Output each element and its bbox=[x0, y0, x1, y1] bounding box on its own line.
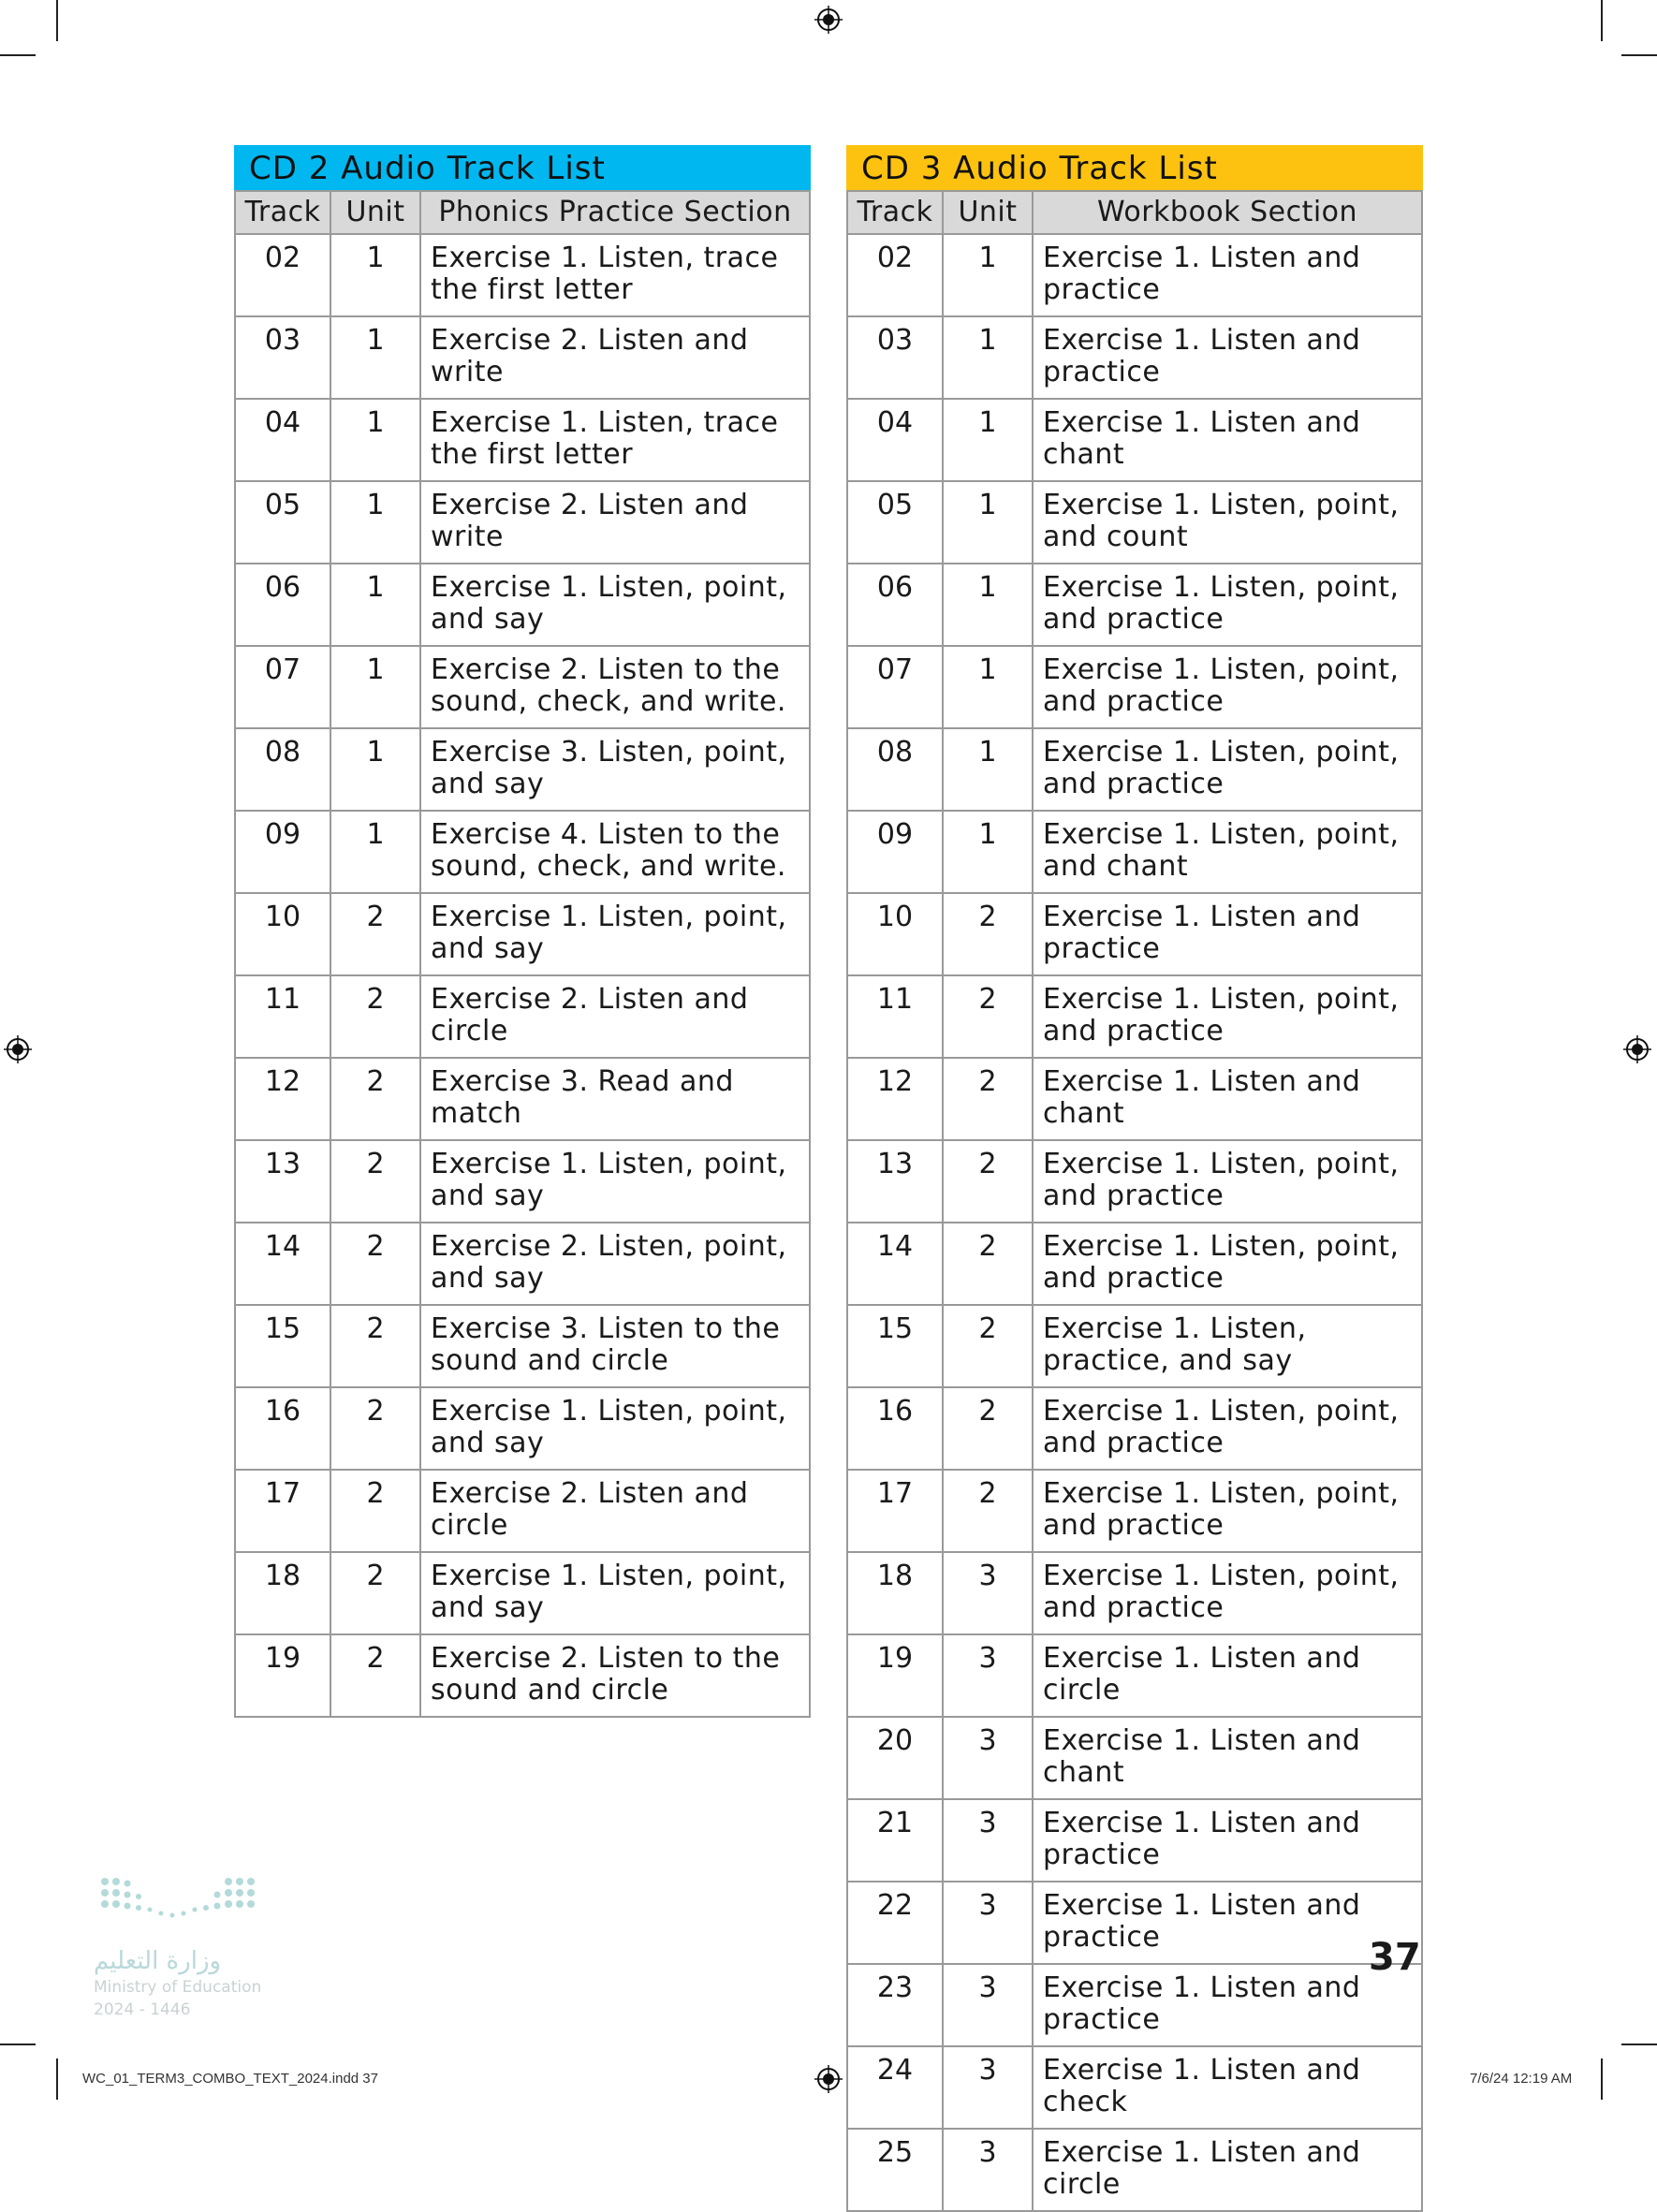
crop-mark bbox=[1601, 0, 1603, 41]
table-row bbox=[235, 1305, 810, 1387]
section-cell: Exercise 1. Listen and chant bbox=[1033, 399, 1422, 481]
table-row bbox=[847, 2129, 1422, 2211]
header-unit: Unit bbox=[943, 191, 1033, 234]
crop-mark bbox=[0, 2044, 36, 2045]
section-cell: Exercise 1. Listen, point, and say bbox=[420, 893, 810, 975]
table-row bbox=[847, 975, 1422, 1058]
section-cell: Exercise 1. Listen, point, and practice bbox=[1033, 1223, 1422, 1305]
unit-cell: 1 bbox=[330, 564, 420, 646]
slug-datetime: 7/6/24 12:19 AM bbox=[1470, 2071, 1573, 2087]
header-section: Phonics Practice Section bbox=[420, 191, 810, 234]
track-cell: 15 bbox=[847, 1305, 943, 1387]
unit-cell: 2 bbox=[330, 975, 420, 1058]
unit-cell: 1 bbox=[943, 728, 1033, 811]
track-cell: 19 bbox=[847, 1634, 943, 1717]
table-row bbox=[235, 1058, 810, 1140]
unit-cell: 3 bbox=[943, 2046, 1033, 2129]
section-cell: Exercise 1. Listen, point, and practice bbox=[1033, 646, 1422, 728]
section-cell: Exercise 1. Listen, trace the first letter bbox=[420, 399, 810, 481]
table-row bbox=[235, 1140, 810, 1223]
section-cell: Exercise 2. Listen and circle bbox=[420, 1470, 810, 1552]
table-row bbox=[847, 1305, 1422, 1387]
unit-cell: 1 bbox=[330, 316, 420, 399]
unit-cell: 1 bbox=[330, 399, 420, 481]
unit-cell: 1 bbox=[330, 811, 420, 893]
unit-cell: 2 bbox=[943, 1305, 1033, 1387]
unit-cell: 1 bbox=[943, 481, 1033, 564]
table-row bbox=[235, 811, 810, 893]
track-cell: 06 bbox=[847, 564, 943, 646]
unit-cell: 1 bbox=[330, 234, 420, 316]
track-cell: 25 bbox=[847, 2129, 943, 2211]
section-cell: Exercise 1. Listen, point, and practice bbox=[1033, 564, 1422, 646]
cd3-track-list bbox=[846, 145, 1423, 2212]
section-cell: Exercise 1. Listen and circle bbox=[1033, 2129, 1422, 2211]
table-row bbox=[235, 564, 810, 646]
track-cell: 11 bbox=[235, 975, 330, 1058]
table-row bbox=[847, 1387, 1422, 1470]
track-cell: 14 bbox=[847, 1223, 943, 1305]
unit-cell: 2 bbox=[943, 1223, 1033, 1305]
section-cell: Exercise 1. Listen, point, and say bbox=[420, 1387, 810, 1470]
track-cell: 04 bbox=[847, 399, 943, 481]
table-row bbox=[847, 2046, 1422, 2129]
unit-cell: 2 bbox=[943, 893, 1033, 975]
track-cell: 02 bbox=[235, 234, 330, 316]
section-cell: Exercise 1. Listen, trace the first letter bbox=[420, 234, 810, 316]
track-cell: 17 bbox=[235, 1470, 330, 1552]
table-row bbox=[847, 893, 1422, 975]
track-cell: 16 bbox=[847, 1387, 943, 1470]
registration-mark-icon bbox=[814, 2065, 843, 2093]
table-row bbox=[847, 728, 1422, 811]
section-cell: Exercise 1. Listen, point, and count bbox=[1033, 481, 1422, 564]
registration-mark-icon bbox=[1623, 1035, 1651, 1063]
table-row bbox=[847, 1470, 1422, 1552]
page-number: 37 bbox=[1369, 1936, 1421, 1979]
track-cell: 19 bbox=[235, 1634, 330, 1717]
table-row bbox=[847, 1634, 1422, 1717]
header-track: Track bbox=[235, 191, 330, 234]
table-row bbox=[235, 399, 810, 481]
section-cell: Exercise 1. Listen and practice bbox=[1033, 1964, 1422, 2046]
track-cell: 05 bbox=[235, 481, 330, 564]
table-row bbox=[235, 1634, 810, 1717]
track-cell: 11 bbox=[847, 975, 943, 1058]
table-row bbox=[847, 1799, 1422, 1882]
unit-cell: 1 bbox=[330, 646, 420, 728]
table-header-row bbox=[847, 191, 1422, 234]
track-cell: 12 bbox=[235, 1058, 330, 1140]
header-track: Track bbox=[847, 191, 943, 234]
registration-mark-icon bbox=[4, 1035, 32, 1063]
section-cell: Exercise 1. Listen and chant bbox=[1033, 1717, 1422, 1799]
unit-cell: 2 bbox=[330, 893, 420, 975]
track-cell: 23 bbox=[847, 1964, 943, 2046]
table-row bbox=[235, 234, 810, 316]
unit-cell: 2 bbox=[330, 1387, 420, 1470]
table-row bbox=[235, 1552, 810, 1634]
section-cell: Exercise 2. Listen and write bbox=[420, 316, 810, 399]
section-cell: Exercise 3. Listen, point, and say bbox=[420, 728, 810, 811]
track-cell: 10 bbox=[847, 893, 943, 975]
section-cell: Exercise 1. Listen, point, and practice bbox=[1033, 1140, 1422, 1223]
track-cell: 05 bbox=[847, 481, 943, 564]
track-cell: 07 bbox=[847, 646, 943, 728]
section-cell: Exercise 1. Listen and check bbox=[1033, 2046, 1422, 2129]
crop-mark bbox=[1621, 2044, 1657, 2045]
unit-cell: 2 bbox=[330, 1223, 420, 1305]
section-cell: Exercise 1. Listen and chant bbox=[1033, 1058, 1422, 1140]
section-cell: Exercise 1. Listen, point, and say bbox=[420, 564, 810, 646]
unit-cell: 1 bbox=[943, 234, 1033, 316]
unit-cell: 2 bbox=[943, 1140, 1033, 1223]
table-row bbox=[847, 399, 1422, 481]
track-cell: 17 bbox=[847, 1470, 943, 1552]
logo-year-text: 2024 - 1446 bbox=[94, 2000, 191, 2019]
header-section: Workbook Section bbox=[1033, 191, 1422, 234]
section-cell: Exercise 2. Listen and circle bbox=[420, 975, 810, 1058]
unit-cell: 3 bbox=[943, 1552, 1033, 1634]
crop-mark bbox=[1601, 2058, 1603, 2100]
section-cell: Exercise 4. Listen to the sound, check, and write. bbox=[420, 811, 810, 893]
track-cell: 12 bbox=[847, 1058, 943, 1140]
section-cell: Exercise 1. Listen, point, and practice bbox=[1033, 728, 1422, 811]
unit-cell: 1 bbox=[943, 811, 1033, 893]
crop-mark bbox=[56, 0, 58, 41]
section-cell: Exercise 1. Listen, point, and practice bbox=[1033, 975, 1422, 1058]
table-row bbox=[847, 316, 1422, 399]
track-cell: 03 bbox=[847, 316, 943, 399]
section-cell: Exercise 3. Listen to the sound and circle bbox=[420, 1305, 810, 1387]
table-row bbox=[235, 316, 810, 399]
track-cell: 06 bbox=[235, 564, 330, 646]
section-cell: Exercise 1. Listen, point, and practice bbox=[1033, 1387, 1422, 1470]
section-cell: Exercise 1. Listen and practice bbox=[1033, 316, 1422, 399]
section-cell: Exercise 1. Listen and practice bbox=[1033, 1882, 1422, 1964]
table-row bbox=[235, 646, 810, 728]
track-cell: 24 bbox=[847, 2046, 943, 2129]
track-cell: 09 bbox=[235, 811, 330, 893]
table-row bbox=[847, 1717, 1422, 1799]
track-cell: 21 bbox=[847, 1799, 943, 1882]
section-cell: Exercise 1. Listen, point, and say bbox=[420, 1140, 810, 1223]
unit-cell: 3 bbox=[943, 1799, 1033, 1882]
unit-cell: 2 bbox=[330, 1634, 420, 1717]
track-cell: 09 bbox=[847, 811, 943, 893]
section-cell: Exercise 1. Listen and practice bbox=[1033, 234, 1422, 316]
unit-cell: 2 bbox=[943, 975, 1033, 1058]
registration-mark-icon bbox=[814, 6, 843, 34]
crop-mark bbox=[1621, 54, 1657, 56]
slug-filename: WC_01_TERM3_COMBO_TEXT_2024.indd 37 bbox=[82, 2071, 378, 2087]
section-cell: Exercise 1. Listen and circle bbox=[1033, 1634, 1422, 1717]
track-cell: 07 bbox=[235, 646, 330, 728]
section-cell: Exercise 1. Listen, point, and practice bbox=[1033, 1470, 1422, 1552]
logo-english-text: Ministry of Education bbox=[94, 1978, 262, 1997]
table-row bbox=[847, 1058, 1422, 1140]
table-row bbox=[847, 1223, 1422, 1305]
unit-cell: 1 bbox=[330, 481, 420, 564]
section-cell: Exercise 2. Listen and write bbox=[420, 481, 810, 564]
track-cell: 18 bbox=[235, 1552, 330, 1634]
unit-cell: 3 bbox=[943, 1964, 1033, 2046]
table-header-row bbox=[235, 191, 810, 234]
track-cell: 16 bbox=[235, 1387, 330, 1470]
track-cell: 08 bbox=[847, 728, 943, 811]
unit-cell: 2 bbox=[943, 1470, 1033, 1552]
unit-cell: 3 bbox=[943, 1634, 1033, 1717]
track-cell: 15 bbox=[235, 1305, 330, 1387]
table-row bbox=[847, 1552, 1422, 1634]
header-unit: Unit bbox=[330, 191, 420, 234]
unit-cell: 2 bbox=[330, 1552, 420, 1634]
section-cell: Exercise 1. Listen, point, and say bbox=[420, 1552, 810, 1634]
table-row bbox=[847, 234, 1422, 316]
unit-cell: 2 bbox=[330, 1470, 420, 1552]
table-row bbox=[235, 481, 810, 564]
section-cell: Exercise 1. Listen, point, and practice bbox=[1033, 1552, 1422, 1634]
track-cell: 13 bbox=[847, 1140, 943, 1223]
section-cell: Exercise 2. Listen, point, and say bbox=[420, 1223, 810, 1305]
unit-cell: 2 bbox=[943, 1387, 1033, 1470]
track-cell: 18 bbox=[847, 1552, 943, 1634]
section-cell: Exercise 1. Listen and practice bbox=[1033, 1799, 1422, 1882]
table-row bbox=[847, 1964, 1422, 2046]
table-row bbox=[847, 481, 1422, 564]
section-cell: Exercise 2. Listen to the sound and circle bbox=[420, 1634, 810, 1717]
unit-cell: 3 bbox=[943, 1882, 1033, 1964]
table-row bbox=[235, 1387, 810, 1470]
track-cell: 02 bbox=[847, 234, 943, 316]
table-row bbox=[847, 1140, 1422, 1223]
unit-cell: 1 bbox=[943, 564, 1033, 646]
table-row bbox=[847, 1882, 1422, 1964]
table-row bbox=[235, 975, 810, 1058]
cd3-title: CD 3 Audio Track List bbox=[846, 145, 1423, 190]
cd2-title: CD 2 Audio Track List bbox=[234, 145, 811, 190]
track-cell: 08 bbox=[235, 728, 330, 811]
section-cell: Exercise 1. Listen and practice bbox=[1033, 893, 1422, 975]
table-row bbox=[847, 811, 1422, 893]
track-cell: 04 bbox=[235, 399, 330, 481]
table-row bbox=[847, 564, 1422, 646]
track-cell: 22 bbox=[847, 1882, 943, 1964]
unit-cell: 2 bbox=[330, 1305, 420, 1387]
unit-cell: 1 bbox=[943, 646, 1033, 728]
unit-cell: 1 bbox=[943, 316, 1033, 399]
track-cell: 14 bbox=[235, 1223, 330, 1305]
table-row bbox=[235, 1223, 810, 1305]
crop-mark bbox=[56, 2058, 58, 2100]
track-cell: 20 bbox=[847, 1717, 943, 1799]
ministry-logo-icon bbox=[94, 1872, 262, 1928]
unit-cell: 3 bbox=[943, 2129, 1033, 2211]
section-cell: Exercise 3. Read and match bbox=[420, 1058, 810, 1140]
crop-mark bbox=[0, 54, 36, 56]
section-cell: Exercise 1. Listen, point, and chant bbox=[1033, 811, 1422, 893]
table-row bbox=[847, 646, 1422, 728]
section-cell: Exercise 1. Listen, practice, and say bbox=[1033, 1305, 1422, 1387]
unit-cell: 2 bbox=[943, 1058, 1033, 1140]
table-row bbox=[235, 1470, 810, 1552]
unit-cell: 1 bbox=[330, 728, 420, 811]
table-row bbox=[235, 728, 810, 811]
unit-cell: 2 bbox=[330, 1140, 420, 1223]
unit-cell: 2 bbox=[330, 1058, 420, 1140]
track-cell: 03 bbox=[235, 316, 330, 399]
logo-arabic-text: وزارة التعليم bbox=[94, 1947, 222, 1975]
track-cell: 10 bbox=[235, 893, 330, 975]
unit-cell: 1 bbox=[943, 399, 1033, 481]
cd3-table bbox=[846, 190, 1423, 2212]
section-cell: Exercise 2. Listen to the sound, check, and write. bbox=[420, 646, 810, 728]
cd2-table bbox=[234, 190, 811, 1718]
unit-cell: 3 bbox=[943, 1717, 1033, 1799]
track-cell: 13 bbox=[235, 1140, 330, 1223]
cd2-track-list bbox=[234, 145, 811, 1718]
table-row bbox=[235, 893, 810, 975]
